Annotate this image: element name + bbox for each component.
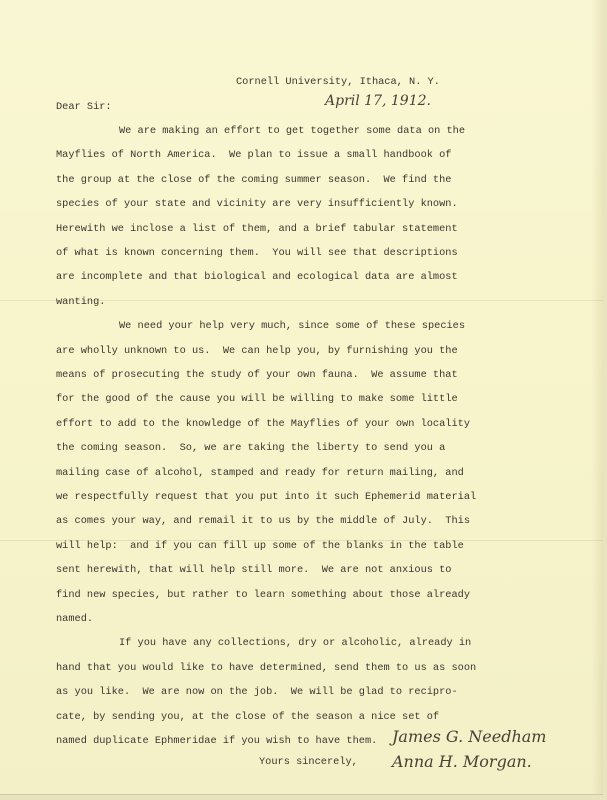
body-line: named duplicate Ephmeridae if you wish to have them. <box>56 735 378 747</box>
letterhead-address: Cornell University, Ithaca, N. Y. <box>236 76 440 88</box>
body-line: of what is known concerning them. You will see that descriptions <box>56 247 458 259</box>
body-line: Herewith we inclose a list of them, and a brief tabular statement <box>56 223 458 235</box>
body-line: are wholly unknown to us. We can help you, by furnishing you the <box>56 345 458 357</box>
signature-needham: James G. Needham <box>392 727 547 746</box>
body-line: will help: and if you can fill up some of the blanks in the table <box>56 540 464 552</box>
closing: Yours sincerely, <box>259 756 358 768</box>
body-line: If you have any collections, dry or alcoholic, already in <box>119 637 472 649</box>
signature-morgan: Anna H. Morgan. <box>392 752 532 771</box>
body-line: mailing case of alcohol, stamped and ready for return mailing, and <box>56 467 464 479</box>
body-line: the coming season. So, we are taking the liberty to send you a <box>56 442 446 454</box>
body-line: effort to add to the knowledge of the Mayflies of your own locality <box>56 418 471 430</box>
body-line: for the good of the cause you will be willing to make some little <box>56 393 458 405</box>
body-line: hand that you would like to have determined, send them to us as soon <box>56 662 477 674</box>
body-line: sent herewith, that will help still more. We are not anxious to <box>56 564 452 576</box>
body-line: find new species, but rather to learn something about those already <box>56 589 471 601</box>
body-line: as you like. We are now on the job. We will be glad to recipro- <box>56 686 458 698</box>
body-line: wanting. <box>56 296 106 308</box>
body-line: cate, by sending you, at the close of the season a nice set of <box>56 711 440 723</box>
body-line: We are making an effort to get together some data on the <box>119 125 466 137</box>
body-line: means of prosecuting the study of your own fauna. We assume that <box>56 369 458 381</box>
body-line: Mayflies of North America. We plan to issue a small handbook of <box>56 149 452 161</box>
body-line: are incomplete and that biological and ecological data are almost <box>56 271 458 283</box>
body-line: the group at the close of the coming summer season. We find the <box>56 174 452 186</box>
handwritten-date: April 17, 1912. <box>325 93 431 109</box>
body-line: as comes your way, and remail it to us by the middle of July. This <box>56 515 471 527</box>
body-line: species of your state and vicinity are very insufficiently known. <box>56 198 458 210</box>
body-line: named. <box>56 613 94 625</box>
body-line: we respectfully request that you put into it such Ephemerid material <box>56 491 477 503</box>
body-line: We need your help very much, since some of these species <box>119 320 466 332</box>
salutation: Dear Sir: <box>56 101 112 113</box>
